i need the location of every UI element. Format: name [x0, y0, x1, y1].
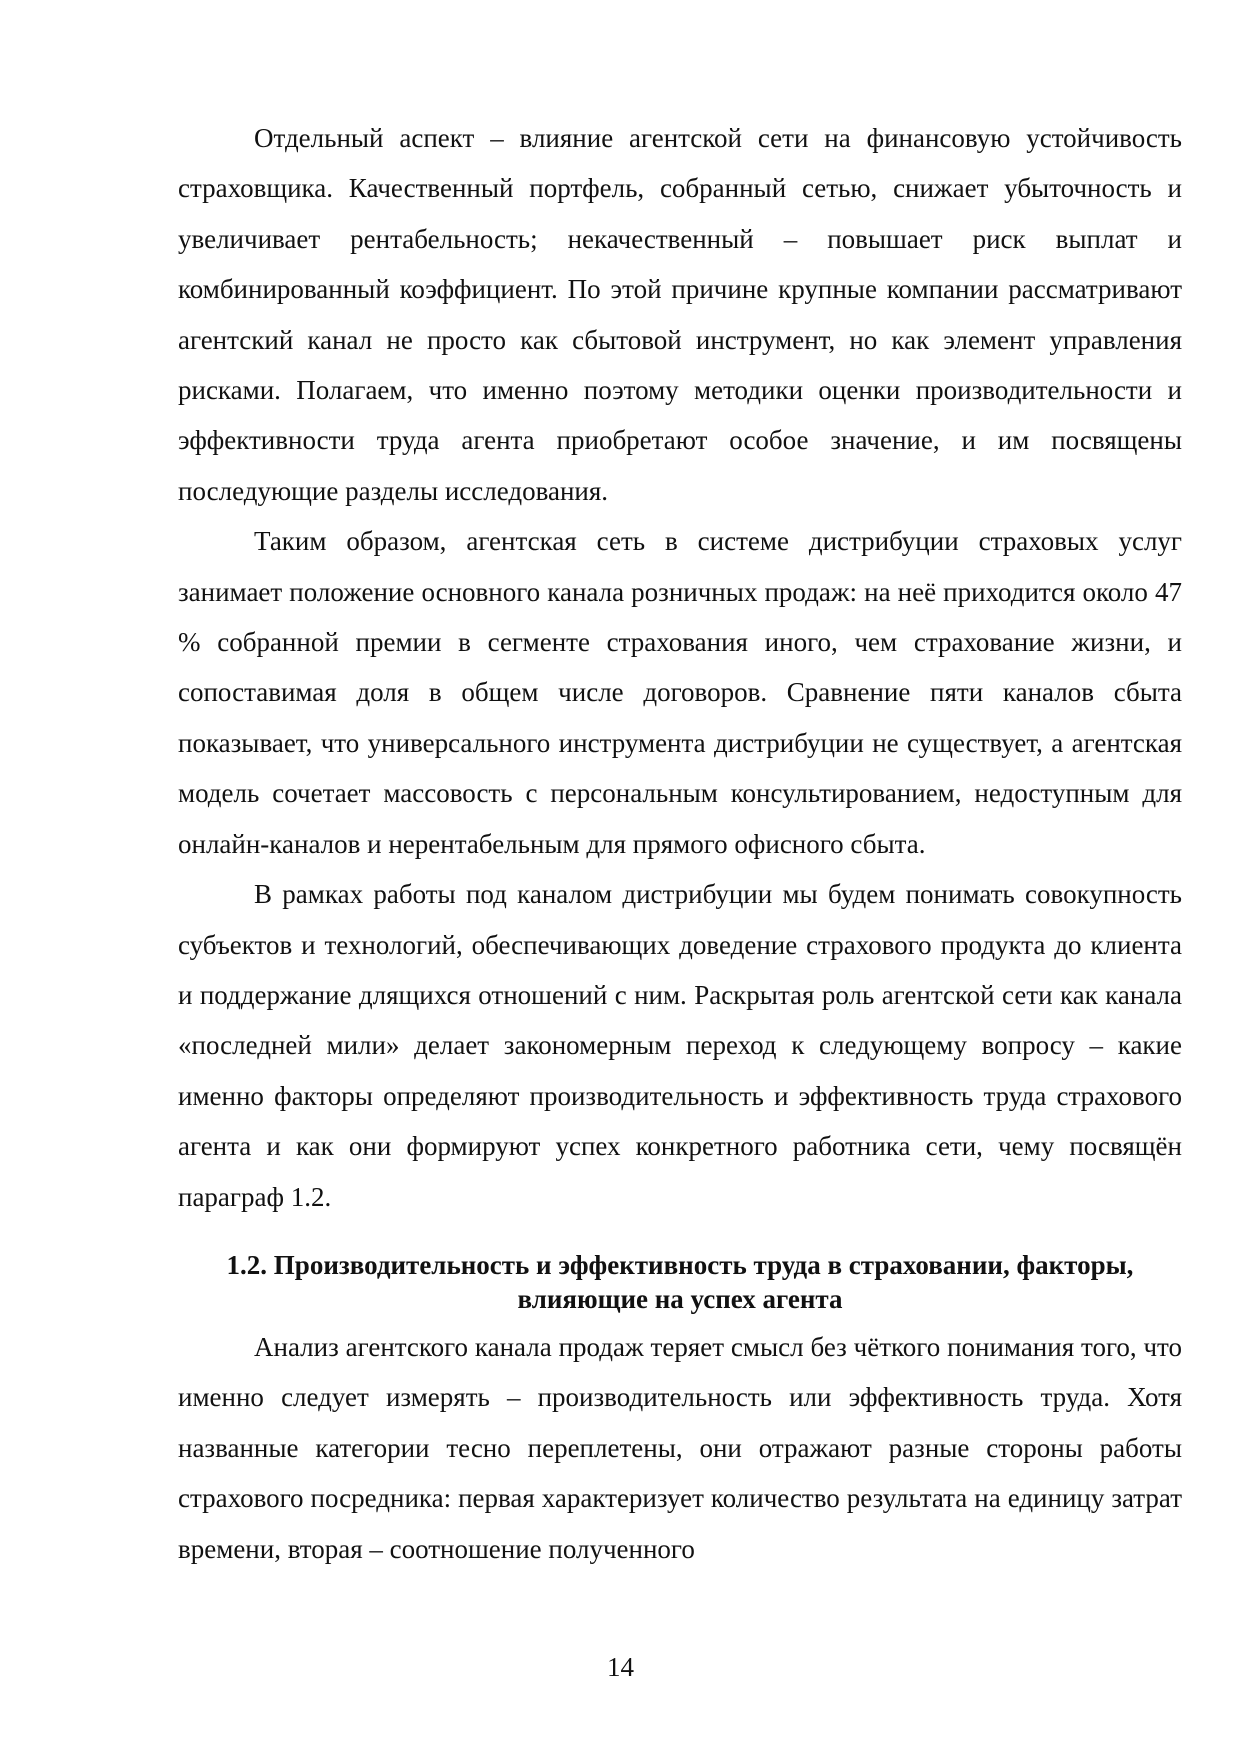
paragraph-financial-stability: Отдельный аспект – влияние агентской сети на финансовую устойчивость страховщика. Качественный портфель, собранный сетью, снижает убыточность и увеличивает рентабельность; некачественный – повышает риск выплат и комбинированный коэффициент. По этой причине крупные компании рассматривают агентский канал не просто как сбытовой инструмент, но как элемент управления рисками. Полагаем, что именно поэтому методики оценки производительности и эффективности труда агента приобретают особое значение, и им посвящены последующие разделы исследования. — [178, 123, 1182, 506]
page-number: 14 — [607, 1652, 634, 1682]
section-heading-line-2: влияющие на успех агента — [517, 1283, 843, 1314]
paragraph-analysis: Анализ агентского канала продаж теряет смысл без чёткого понимания того, что именно следует измерять – производительность или эффективность труда. Хотя названные категории тесно переплетены, они отражают разные стороны работы страхового посредника: первая характеризует количество результата на единицу затрат времени, вторая – соотношение полученного — [178, 1331, 1182, 1564]
section-heading-line-1: 1.2. Производительность и эффективность труда в страховании, факторы, — [226, 1249, 1134, 1280]
document-page — [178, 113, 1182, 1574]
paragraph-conclusion: Таким образом, агентская сеть в системе дистрибуции страховых услуг занимает положение основного канала розничных продаж: на неё приходится около 47 % собранной премии в сегменте страхования иного, чем страхование жизни, и сопоставимая доля в общем числе договоров. Сравнение пяти каналов сбыта показывает, что универсального инструмента дистрибуции не существует, а агентская модель сочетает массовость с персональным консультированием, недоступным для онлайн-каналов и нерентабельным для прямого офисного сбыта. — [178, 526, 1182, 859]
section-heading — [178, 1248, 1182, 1316]
paragraph-distribution-channel: В рамках работы под каналом дистрибуции мы будем понимать совокупность субъектов и технологий, обеспечивающих доведение страхового продукта до клиента и поддержание длящихся отношений с ним. Раскрытая роль агентской сети как канала «последней мили» делает закономерным переход к следующему вопросу – какие именно факторы определяют производительность и эффективность труда страхового агента и как они формируют успех конкретного работника сети, чему посвящён параграф 1.2. — [178, 879, 1182, 1212]
